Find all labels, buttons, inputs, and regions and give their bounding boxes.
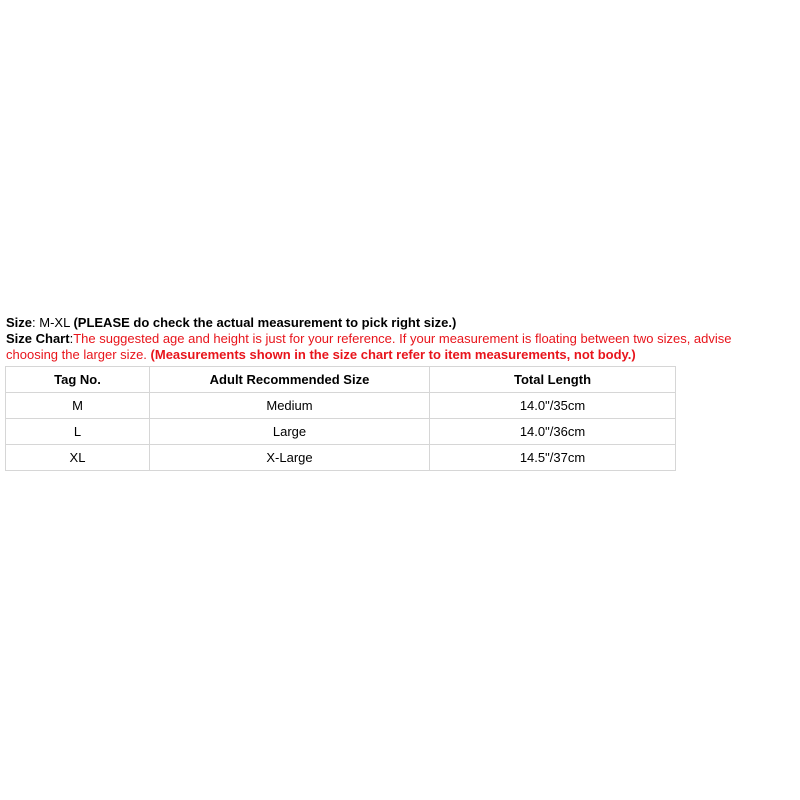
cell-tag-no: L <box>6 419 150 445</box>
header-total-length: Total Length <box>430 367 676 393</box>
size-label: Size <box>6 315 33 330</box>
table-row <box>6 393 676 419</box>
size-chart-line <box>6 331 798 347</box>
size-value: : M-XL <box>32 315 74 330</box>
cell-tag-no: XL <box>6 445 150 471</box>
cell-adult-size: Medium <box>150 393 430 419</box>
size-table <box>5 366 676 471</box>
size-chart-note-continued: choosing the larger size. <box>6 347 151 362</box>
cell-tag-no: M <box>6 393 150 419</box>
size-chart-line-2 <box>6 347 798 363</box>
cell-total-length: 14.5"/37cm <box>430 445 676 471</box>
table-header-row <box>6 367 676 393</box>
size-chart-label: Size Chart <box>6 331 70 346</box>
cell-adult-size: X-Large <box>150 445 430 471</box>
header-tag-no: Tag No. <box>6 367 150 393</box>
size-chart-colon: : <box>69 331 74 346</box>
size-note: (PLEASE do check the actual measurement to pick right size.) <box>73 315 457 330</box>
table-row <box>6 419 676 445</box>
size-line <box>6 315 798 331</box>
table-row <box>6 445 676 471</box>
size-chart-warning: (Measurements shown in the size chart refer to item measurements, not body.) <box>150 347 636 362</box>
size-chart-note: The suggested age and height is just for your reference. If your measurement is floating between two sizes, advise <box>73 331 732 346</box>
cell-adult-size: Large <box>150 419 430 445</box>
cell-total-length: 14.0"/35cm <box>430 393 676 419</box>
header-adult-recommended-size: Adult Recommended Size <box>150 367 430 393</box>
size-info-block <box>6 315 798 363</box>
cell-total-length: 14.0"/36cm <box>430 419 676 445</box>
